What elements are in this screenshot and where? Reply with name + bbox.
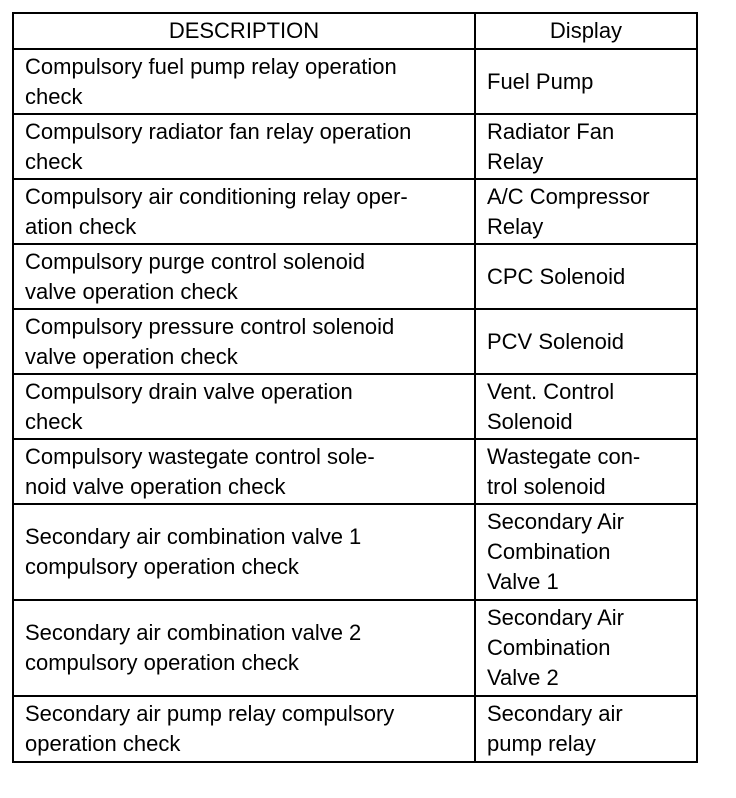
description-line: Compulsory drain valve operation xyxy=(25,378,353,404)
column-header-description: DESCRIPTION xyxy=(13,13,475,49)
display-line: Secondary air xyxy=(487,701,623,726)
display-line: Solenoid xyxy=(487,408,573,434)
description-line: Compulsory pressure control solenoid xyxy=(25,313,395,339)
description-line: check xyxy=(25,408,83,434)
display-line: Combination xyxy=(487,539,611,564)
display-line: Relay xyxy=(487,148,544,174)
display-line: PCV Solenoid xyxy=(487,328,624,354)
display-cell xyxy=(475,114,697,179)
table-row xyxy=(13,504,697,600)
display-cell xyxy=(475,696,697,762)
description-cell xyxy=(13,179,475,244)
description-line: check xyxy=(25,83,83,109)
display-line: Fuel Pump xyxy=(487,68,594,94)
column-header-display: Display xyxy=(475,13,697,49)
table-row xyxy=(13,439,697,504)
display-cell xyxy=(475,49,697,114)
description-line: noid valve operation check xyxy=(25,473,286,499)
description-line: compulsory operation check xyxy=(25,650,299,675)
description-cell xyxy=(13,600,475,696)
display-line: Valve 1 xyxy=(487,569,559,594)
description-cell xyxy=(13,309,475,374)
display-line: Secondary Air xyxy=(487,509,624,534)
description-line: Compulsory wastegate control sole- xyxy=(25,443,375,469)
description-cell xyxy=(13,374,475,439)
display-cell xyxy=(475,504,697,600)
display-line: trol solenoid xyxy=(487,473,606,499)
description-line: operation check xyxy=(25,731,181,756)
description-cell xyxy=(13,114,475,179)
table-row xyxy=(13,244,697,309)
display-cell xyxy=(475,600,697,696)
description-line: compulsory operation check xyxy=(25,554,299,579)
operation-check-table xyxy=(12,12,698,763)
display-cell xyxy=(475,374,697,439)
table-header-row xyxy=(13,13,697,49)
display-line: Combination xyxy=(487,635,611,660)
display-cell xyxy=(475,244,697,309)
display-line: Secondary Air xyxy=(487,605,624,630)
table-row xyxy=(13,374,697,439)
description-cell xyxy=(13,439,475,504)
table-body xyxy=(13,49,697,762)
description-line: Compulsory fuel pump relay operation xyxy=(25,53,397,79)
display-cell xyxy=(475,309,697,374)
description-cell xyxy=(13,49,475,114)
description-cell xyxy=(13,696,475,762)
description-line: valve operation check xyxy=(25,278,238,304)
table-row xyxy=(13,49,697,114)
display-line: pump relay xyxy=(487,731,596,756)
table-row xyxy=(13,114,697,179)
description-cell xyxy=(13,244,475,309)
description-line: Compulsory air conditioning relay oper- xyxy=(25,183,408,209)
display-line: Relay xyxy=(487,213,544,239)
description-cell xyxy=(13,504,475,600)
table-row xyxy=(13,309,697,374)
description-line: Compulsory radiator fan relay operation xyxy=(25,118,412,144)
display-cell xyxy=(475,439,697,504)
description-line: Compulsory purge control solenoid xyxy=(25,248,365,274)
description-line: valve operation check xyxy=(25,343,238,369)
description-line: check xyxy=(25,148,83,174)
description-line: Secondary air combination valve 2 xyxy=(25,620,362,645)
description-line: Secondary air pump relay compulsory xyxy=(25,701,395,726)
display-line: A/C Compressor xyxy=(487,183,650,209)
display-line: Vent. Control xyxy=(487,378,615,404)
display-line: CPC Solenoid xyxy=(487,263,626,289)
display-line: Wastegate con- xyxy=(487,443,641,469)
display-cell xyxy=(475,179,697,244)
display-line: Radiator Fan xyxy=(487,118,615,144)
description-line: ation check xyxy=(25,213,137,239)
table-row xyxy=(13,696,697,762)
display-line: Valve 2 xyxy=(487,665,559,690)
table-row xyxy=(13,179,697,244)
description-line: Secondary air combination valve 1 xyxy=(25,524,362,549)
table-row xyxy=(13,600,697,696)
